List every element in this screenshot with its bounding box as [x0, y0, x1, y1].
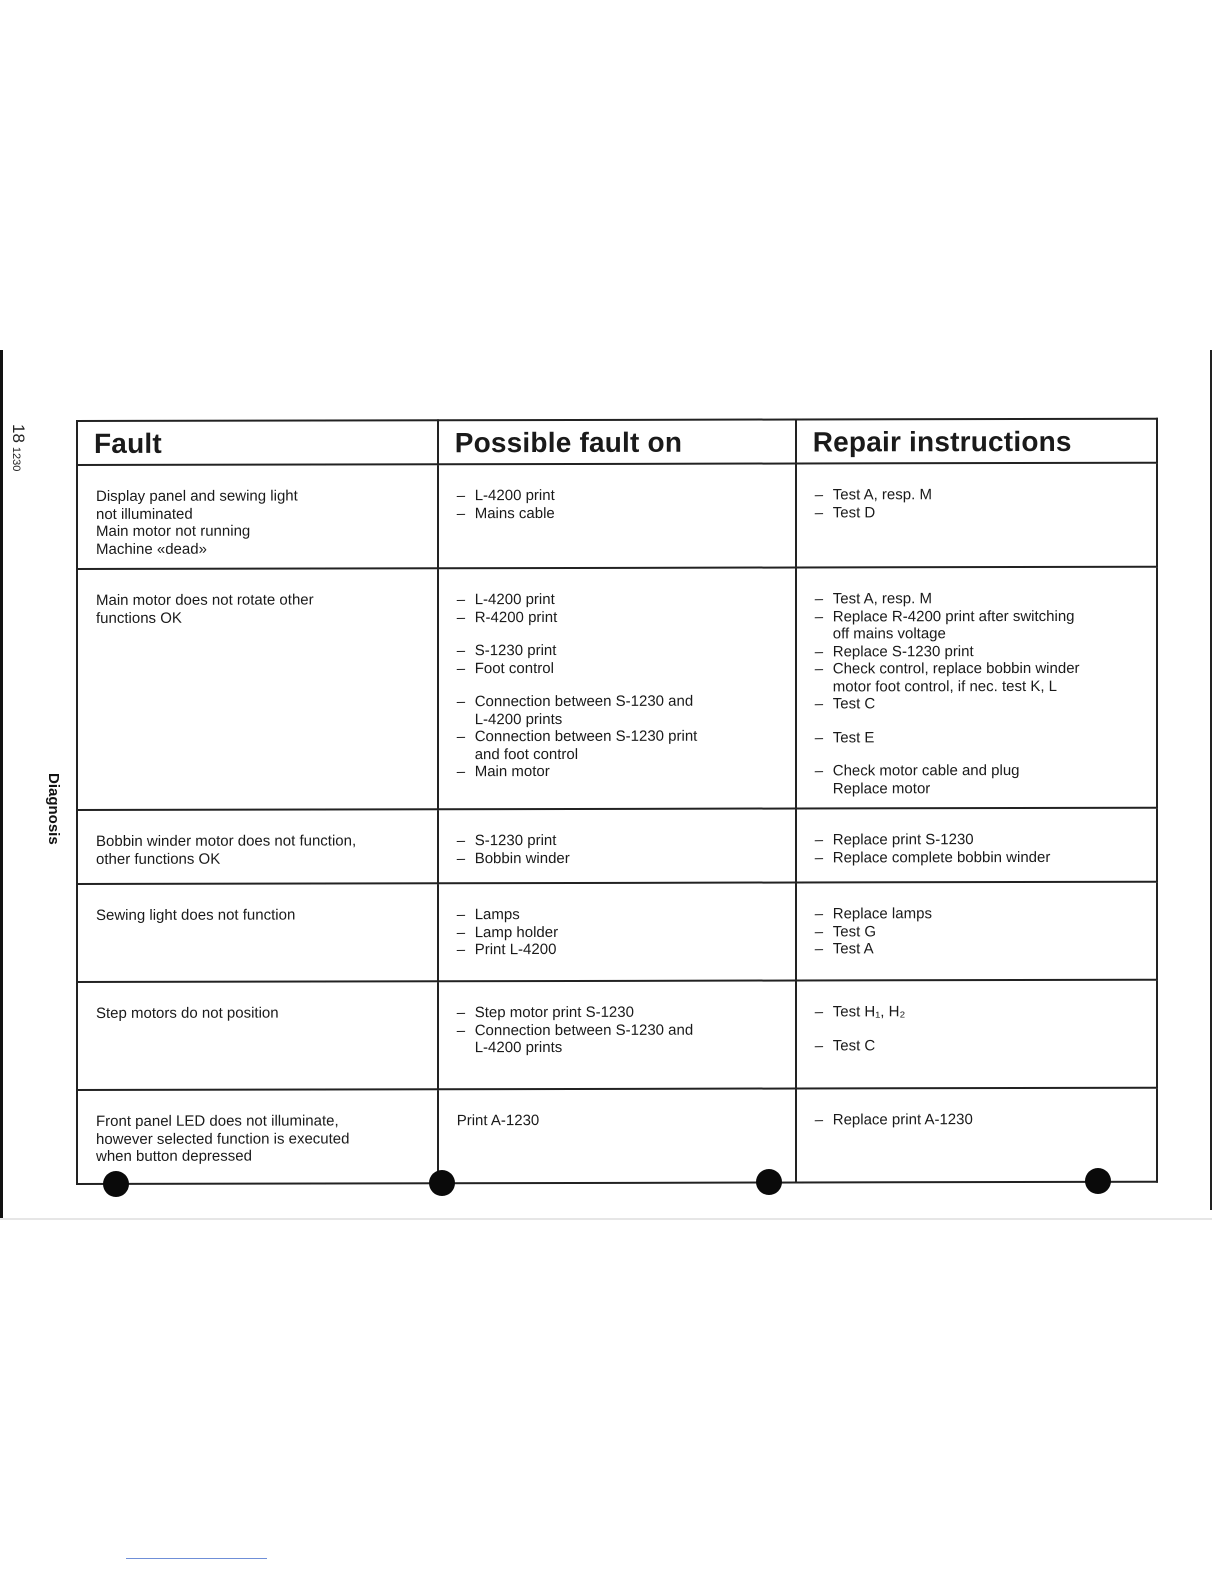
possible-fault-item: – S-1230 print [457, 642, 777, 660]
possible-fault-item: – S-1230 print [457, 832, 777, 850]
possible-fault-line: Print A-1230 [456, 1112, 540, 1130]
repair-item: – Replace complete bobbin winder [815, 848, 1138, 866]
fault-line: Sewing light does not function [96, 906, 296, 924]
possible-fault-item: – Main motor [457, 763, 777, 781]
repair-item [815, 607, 1138, 643]
binder-hole-1 [103, 1171, 129, 1197]
header-repair-instructions: Repair instructions [796, 419, 1157, 464]
repair-line: motor foot control, if nec. test K, L [832, 677, 1058, 695]
table-row [77, 567, 1157, 810]
repair-cell [796, 980, 1157, 1089]
table-row [77, 980, 1157, 1090]
repair-item: – Replace print S-1230 [815, 831, 1138, 849]
possible-fault-item: – Bobbin winder [457, 849, 777, 867]
fault-cell [77, 1089, 438, 1184]
repair-line: off mains voltage [832, 625, 946, 643]
possible-fault-item: – Mains cable [457, 504, 777, 522]
repair-item: – Replace print A-1230 [815, 1111, 1138, 1129]
repair-item: – Test E [815, 728, 1138, 746]
sheet-bottom-edge [0, 1218, 1212, 1220]
possible-fault-cell [438, 808, 796, 883]
repair-item: – Test G [815, 922, 1138, 940]
repair-line: Check control, replace bobbin winder [832, 659, 1080, 678]
possible-fault-item [457, 1021, 777, 1057]
table-row [77, 463, 1157, 569]
possible-fault-line: Connection between S-1230 and [474, 692, 694, 711]
model-number: 1230 [10, 446, 22, 472]
fault-line: other functions OK [96, 850, 221, 868]
fault-line: Front panel LED does not illuminate, [96, 1112, 339, 1130]
repair-item: – Test C [815, 1036, 1138, 1054]
table-row [77, 882, 1157, 982]
possible-fault-cell [438, 463, 796, 568]
table-row [77, 1088, 1157, 1184]
possible-fault-item: – R-4200 print [457, 608, 777, 626]
repair-line: Replace R-4200 print after switching [832, 607, 1075, 625]
header-possible-fault: Possible fault on [438, 419, 796, 464]
sheet-edge-right [1210, 350, 1212, 1210]
repair-cell [796, 567, 1157, 809]
repair-item: – Test D [815, 503, 1138, 521]
possible-fault-item: – L-4200 print [457, 591, 777, 609]
repair-item [815, 762, 1138, 798]
possible-fault-line: L-4200 prints [474, 710, 563, 728]
possible-fault-item: – Lamps [457, 906, 777, 924]
fault-line: Display panel and sewing light [96, 487, 298, 505]
page-number [8, 424, 28, 471]
section-title: Diagnosis [45, 773, 62, 845]
fault-line: Main motor not running [96, 522, 251, 540]
repair-item: – Replace lamps [815, 905, 1138, 923]
fault-line: however selected function is executed [96, 1129, 350, 1148]
possible-fault-cell [438, 882, 796, 981]
header-fault: Fault [77, 420, 438, 465]
repair-item: – Test A, resp. M [815, 590, 1138, 608]
fault-cell [77, 464, 438, 569]
possible-fault-item: – Lamp holder [457, 923, 777, 941]
possible-fault-cell [438, 1088, 796, 1183]
table-row [77, 808, 1157, 884]
possible-fault-line: L-4200 prints [474, 1038, 563, 1057]
possible-fault-item [457, 693, 777, 729]
repair-line: Replace motor [832, 779, 931, 797]
fault-line: Machine «dead» [96, 540, 207, 558]
fault-cell [77, 981, 438, 1090]
possible-fault-item: – Print L-4200 [457, 941, 777, 959]
repair-cell [796, 882, 1157, 981]
fault-cell [77, 883, 438, 982]
repair-item [815, 660, 1138, 696]
binder-hole-3 [756, 1169, 782, 1195]
repair-item: – Test A, resp. M [815, 486, 1138, 504]
repair-item: – Test C [815, 695, 1138, 713]
fault-line: Main motor does not rotate other [96, 591, 314, 609]
fault-cell [77, 809, 438, 884]
repair-item: – Test A [815, 940, 1138, 958]
possible-fault-item: – Step motor print S-1230 [457, 1004, 777, 1022]
repair-item: – Replace S-1230 print [815, 642, 1138, 660]
possible-fault-item: – Foot control [457, 659, 777, 677]
repair-cell [796, 463, 1157, 568]
possible-fault-line: and foot control [474, 745, 579, 763]
fault-line: Step motors do not position [96, 1004, 279, 1022]
repair-cell [796, 808, 1157, 883]
diagnosis-table [76, 418, 1158, 1185]
sheet-edge-left [0, 350, 3, 1220]
repair-item: – Test H₁, H₂ [815, 1003, 1138, 1021]
possible-fault-cell [438, 980, 796, 1089]
scan-artifact-line [126, 1558, 267, 1559]
fault-line: functions OK [96, 609, 182, 627]
possible-fault-line: Connection between S-1230 print [474, 727, 698, 746]
header-row [77, 419, 1157, 465]
possible-fault-item: – L-4200 print [457, 487, 777, 505]
fault-line: Bobbin winder motor does not function, [96, 832, 357, 850]
page-number-value: 18 [9, 424, 28, 443]
possible-fault-cell [438, 567, 796, 809]
binder-hole-4 [1085, 1168, 1111, 1194]
binder-hole-2 [429, 1170, 455, 1196]
possible-fault-line: Connection between S-1230 and [474, 1021, 694, 1039]
fault-cell [77, 568, 438, 810]
possible-fault-item [457, 728, 777, 764]
fault-line: when button depressed [96, 1147, 252, 1165]
fault-line: not illuminated [96, 505, 193, 523]
repair-line: Check motor cable and plug [832, 762, 1020, 780]
